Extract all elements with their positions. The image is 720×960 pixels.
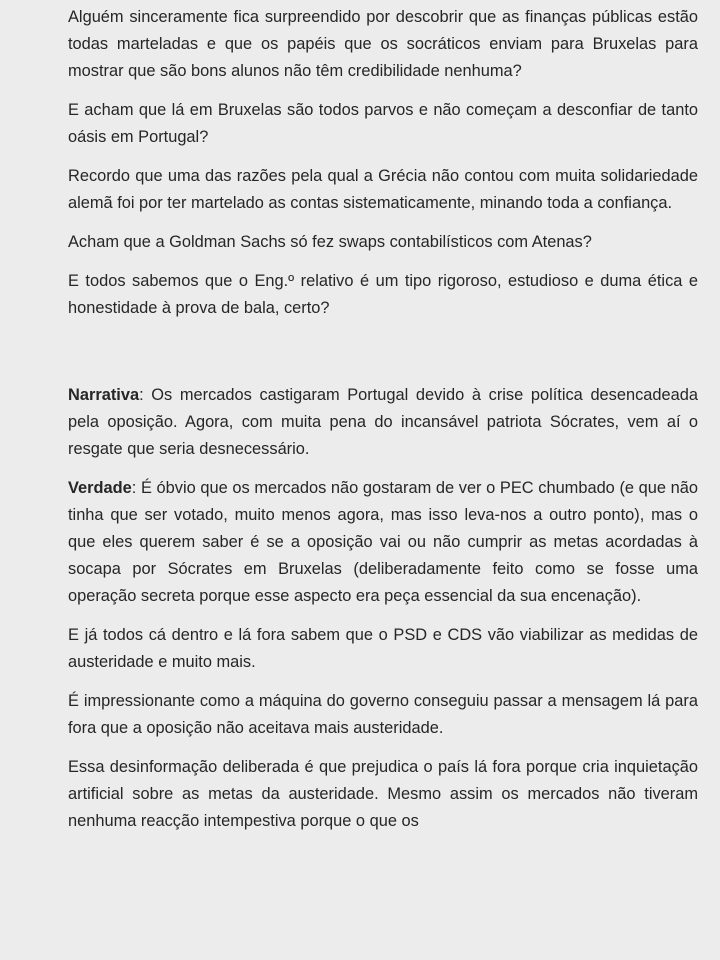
verdade-label: Verdade <box>68 479 132 497</box>
paragraph-maquina-governo: É impressionante como a máquina do governo conseguiu passar a mensagem lá para fora que a oposição não aceitava mais austeridade. <box>68 692 698 737</box>
paragraph-desinformacao: Essa desinformação deliberada é que prejudica o país lá fora porque cria inquietação artificial sobre as metas da austeridade. Mesmo assim os mercados não tiveram nenhuma reacção intempestiva porque o que os <box>68 758 698 830</box>
paragraph-bruxelas: E acham que lá em Bruxelas são todos parvos e não começam a desconfiar de tanto oásis em Portugal? <box>68 101 698 146</box>
narrativa-text: : Os mercados castigaram Portugal devido à crise política desencadeada pela oposição. Agora, com muita pena do incansável patriota Sócrates, vem aí o resgate que seria desnecessário. <box>68 386 698 458</box>
paragraph-verdade <box>68 475 698 610</box>
paragraph-financas: Alguém sinceramente fica surpreendido por descobrir que as finanças públicas estão todas marteladas e que os papéis que os socráticos enviam para Bruxelas para mostrar que são bons alunos não têm credibilidade nenhuma? <box>68 8 698 80</box>
narrativa-label: Narrativa <box>68 386 140 404</box>
verdade-text: : É óbvio que os mercados não gostaram de ver o PEC chumbado (e que não tinha que ser votado, muito menos agora, mas isso leva-nos a outro ponto), mas o que eles querem saber é se a oposição vai ou não cumprir as metas acordadas à socapa por Sócrates em Bruxelas (deliberadamente feito como se fosse uma operação secreta porque esse aspecto era peça essencial da sua encenação). <box>68 479 698 605</box>
section-spacer <box>68 334 698 382</box>
paragraph-goldman-sachs: Acham que a Goldman Sachs só fez swaps contabilísticos com Atenas? <box>68 233 592 251</box>
paragraph-psd-cds: E já todos cá dentro e lá fora sabem que o PSD e CDS vão viabilizar as medidas de austeridade e muito mais. <box>68 626 698 671</box>
paragraph-narrativa <box>68 382 698 463</box>
paragraph-grecia: Recordo que uma das razões pela qual a Grécia não contou com muita solidariedade alemã foi por ter martelado as contas sistematicamente, minando toda a confiança. <box>68 167 698 212</box>
paragraph-eng-relativo: E todos sabemos que o Eng.º relativo é um tipo rigoroso, estudioso e duma ética e honestidade à prova de bala, certo? <box>68 272 698 317</box>
